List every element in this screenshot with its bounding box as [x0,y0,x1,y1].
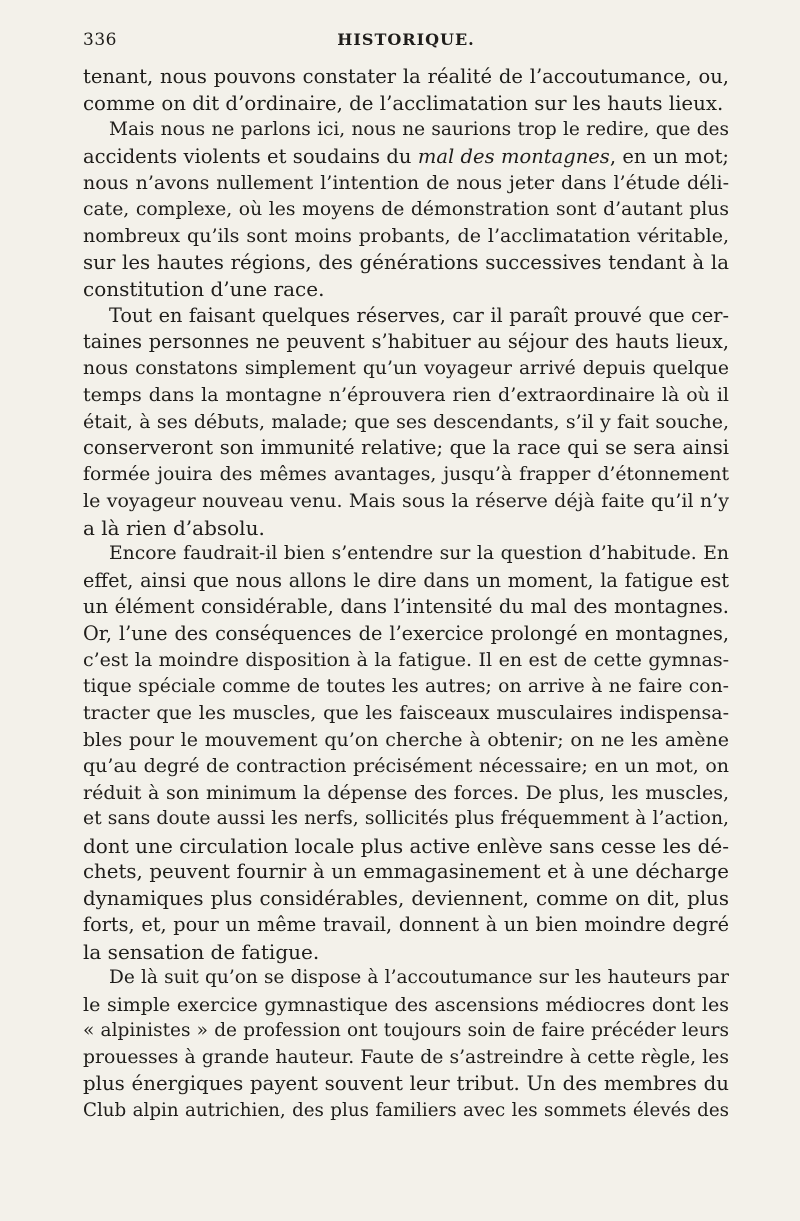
text-line: tracter que les muscles, que les faisceaux musculaires indispensa- [83,702,729,724]
text-line: Mais nous ne parlons ici, nous ne saurions trop le redire, que des [109,119,729,140]
text-line: a là rien d’absolu. [83,515,265,540]
text-line: la sensation de fatigue. [83,939,320,964]
page-number: 336 [83,30,117,50]
text-line: qu’au degré de contraction précisément nécessaire; en un mot, on [83,755,729,777]
text-segment: , en un mot; [609,144,729,168]
text-line: tique spéciale comme de toutes les autres; on arrive à ne faire con- [83,675,729,697]
text-line: était, à ses débuts, malade; que ses descendants, s’il y fait souche, [83,410,729,433]
text-line: tenant, nous pouvons constater la réalité de l’accoutumance, ou, [83,65,729,88]
running-title: HISTORIQUE. [337,30,475,49]
text-line: plus énergiques payent souvent leur tribut. Un des membres du [83,1072,729,1095]
text-line: nous n’avons nullement l’intention de nous jeter dans l’étude déli- [83,172,729,194]
text-line: comme on dit d’ordinaire, de l’acclimatation sur les hauts lieux. [83,91,724,115]
text-line: formée jouira des mêmes avantages, jusqu’à frapper d’étonnement [83,463,729,485]
italic-term: mal des montagnes [417,144,610,168]
text-line: constitution d’une race. [83,277,325,301]
text-line: De là suit qu’on se dispose à l’accoutumance sur les hauteurs par [109,967,729,988]
text-line: nombreux qu’ils sont moins probants, de l’acclimatation véritable, [83,225,729,247]
text-line: Club alpin autrichien, des plus familiers avec les sommets élevés des [83,1099,729,1121]
text-line: taines personnes ne peuvent s’habituer au séjour des hauts lieux, [83,330,729,353]
text-line: effet, ainsi que nous allons le dire dans un moment, la fatigue est [83,568,729,592]
text-line: bles pour le mouvement qu’on cherche à obtenir; on ne les amène [83,728,729,751]
text-line: un élément considérable, dans l’intensité du mal des montagnes. [83,595,729,618]
page-header [83,30,729,56]
text-line: sur les hautes régions, des générations successives tendant à la [83,250,729,274]
text-line: dont une circulation locale plus active enlève sans cesse les dé- [83,833,729,858]
text-line: « alpinistes » de profession ont toujours soin de faire précéder leurs [83,1020,729,1041]
text-line: nous constatons simplement qu’un voyageur arrivé depuis quelque [83,357,729,379]
text-line: dynamiques plus considérables, deviennent, comme on dit, plus [83,886,729,910]
text-line: temps dans la montagne n’éprouvera rien d’extraordinaire là où il [83,384,729,406]
text-line: Tout en faisant quelques réserves, car il paraît prouvé que cer- [109,303,729,327]
text-line: Encore faudrait-il bien s’entendre sur la question d’habitude. En [109,543,729,564]
text-line: le simple exercice gymnastique des ascensions médiocres dont les [83,993,729,1016]
text-line: réduit à son minimum la dépense des forces. De plus, les muscles, [83,781,729,804]
text-line: cate, complexe, où les moyens de démonstration sont d’autant plus [83,198,729,220]
text-line: chets, peuvent fournir à un emmagasinement et à une décharge [83,860,729,883]
text-line: c’est la moindre disposition à la fatigue. Il en est de cette gymnas- [83,649,729,671]
text-segment: accidents violents et soudains du [83,144,418,168]
text-line: forts, et, pour un même travail, donnent à un bien moindre degré [83,913,729,936]
text-line: conserveront son immunité relative; que la race qui se sera ainsi [83,436,729,459]
text-line: Or, l’une des conséquences de l’exercice prolongé en montagnes, [83,621,729,645]
body-text [83,64,729,1124]
text-line: et sans doute aussi les nerfs, sollicités plus fréquemment à l’action, [83,808,729,829]
text-line: prouesses à grande hauteur. Faute de s’astreindre à cette règle, les [83,1046,729,1068]
text-line: le voyageur nouveau venu. Mais sous la réserve déjà faite qu’il n’y [83,490,729,512]
text-line [83,144,729,171]
